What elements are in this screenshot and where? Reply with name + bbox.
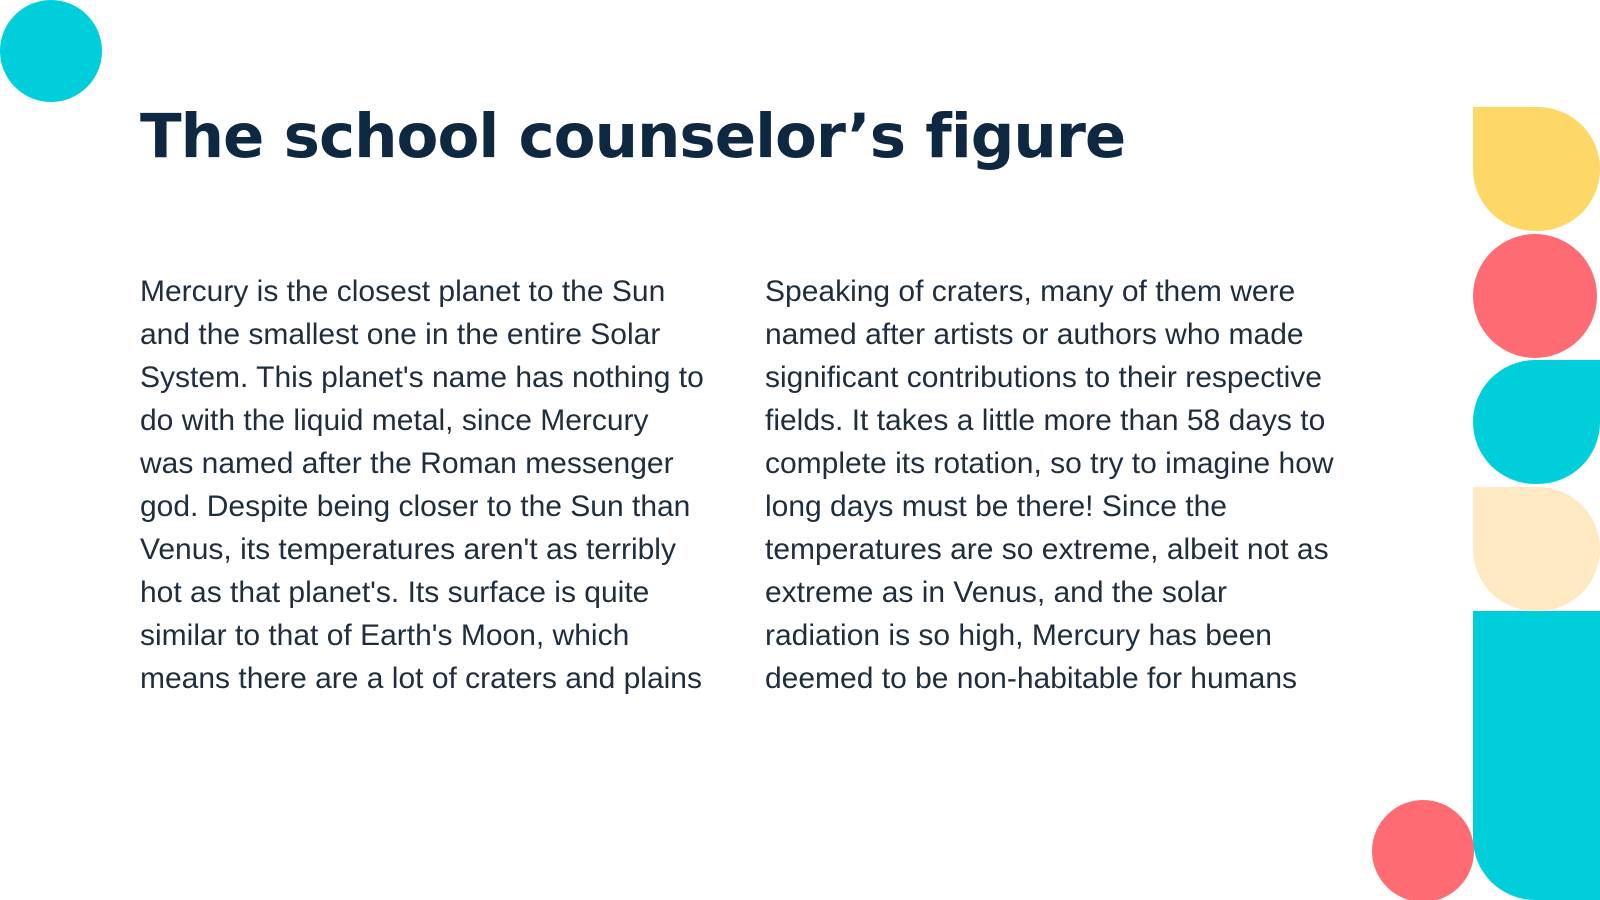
decorative-coral-circle: [1473, 234, 1597, 358]
decorative-yellow-shape: [1473, 107, 1600, 231]
decorative-teal-shape: [1473, 360, 1600, 484]
slide-title: The school counselor’s figure: [140, 101, 1126, 172]
decorative-teal-bar: [1473, 611, 1600, 900]
decorative-cream-shape: [1473, 487, 1600, 611]
left-paragraph: Mercury is the closest planet to the Sun and the smallest one in the entire Solar System. This planet's name has nothing to do with the liquid metal, since Mercury was named after the Roman messenger god. Despite being closer to the Sun than Venus, its temperatures aren't as terribly hot as that planet's. Its surface is quite similar to that of Earth's Moon, which means there are a lot of craters and plains: [140, 275, 704, 695]
right-paragraph: Speaking of craters, many of them were named after artists or authors who made significant contributions to their respective fields. It takes a little more than 58 days to complete its rotation, so try to imagine how long days must be there! Since the temperatures are so extreme, albeit not as extreme as in Venus, and the solar radiation is so high, Mercury has been deemed to be non-habitable for humans: [765, 275, 1334, 695]
decorative-coral-circle-bottom: [1372, 800, 1474, 900]
decorative-teal-circle: [0, 0, 102, 102]
